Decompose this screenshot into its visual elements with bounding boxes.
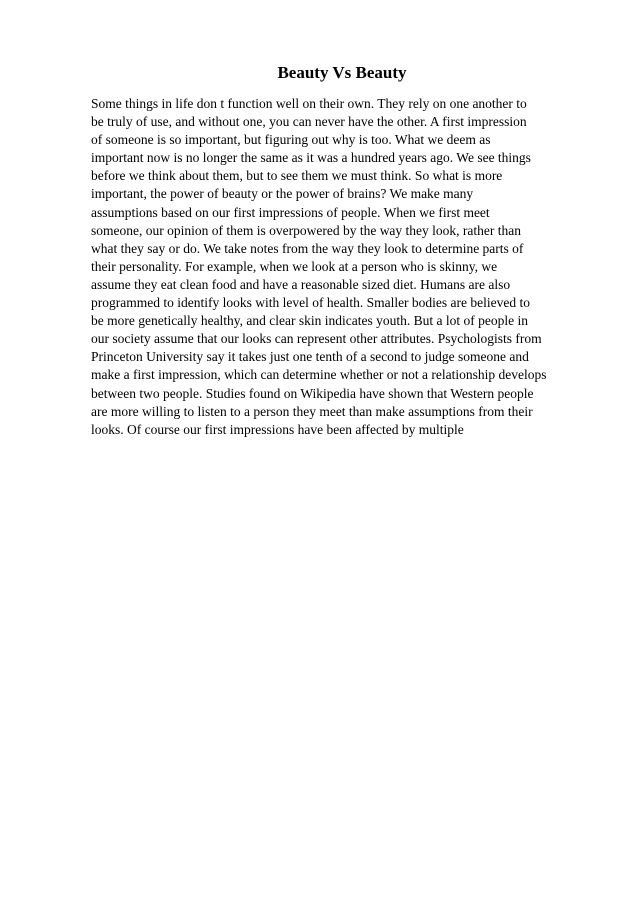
body-line: what they say or do. We take notes from the way they look to determine parts of bbox=[91, 240, 524, 256]
body-line: their personality. For example, when we look at a person who is skinny, we bbox=[91, 258, 498, 274]
body-line: be more genetically healthy, and clear skin indicates youth. But a lot of people in bbox=[91, 313, 528, 329]
body-line: make a first impression, which can determine whether or not a relationship develops bbox=[91, 367, 547, 383]
body-line: before we think about them, but to see them we must think. So what is more bbox=[91, 168, 503, 184]
body-line: important now is no longer the same as it was a hundred years ago. We see things bbox=[91, 150, 531, 166]
body-line: important, the power of beauty or the power of brains? We make many bbox=[91, 186, 474, 202]
body-line: looks. Of course our first impressions have been affected by multiple bbox=[91, 421, 464, 437]
body-line: assumptions based on our first impressions of people. When we first meet bbox=[91, 204, 490, 220]
document-title: Beauty Vs Beauty bbox=[277, 63, 407, 82]
body-line: our society assume that our looks can represent other attributes. Psychologists from bbox=[91, 331, 542, 347]
body-line: Some things in life don t function well on their own. They rely on one another to bbox=[91, 96, 527, 111]
body-line: programmed to identify looks with level of health. Smaller bodies are believed to bbox=[91, 295, 531, 311]
body-line: are more willing to listen to a person they meet than make assumptions from their bbox=[91, 403, 533, 419]
body-line: be truly of use, and without one, you can never have the other. A first impression bbox=[91, 114, 527, 130]
body-line: someone, our opinion of them is overpowered by the way they look, rather than bbox=[91, 222, 522, 238]
body-line: assume they eat clean food and have a reasonable sized diet. Humans are also bbox=[91, 276, 511, 292]
body-line: of someone is so important, but figuring out why is too. What we deem as bbox=[91, 132, 491, 148]
document-body bbox=[91, 95, 591, 439]
body-line: Princeton University say it takes just one tenth of a second to judge someone and bbox=[91, 349, 529, 365]
body-line: between two people. Studies found on Wikipedia have shown that Western people bbox=[91, 385, 534, 401]
